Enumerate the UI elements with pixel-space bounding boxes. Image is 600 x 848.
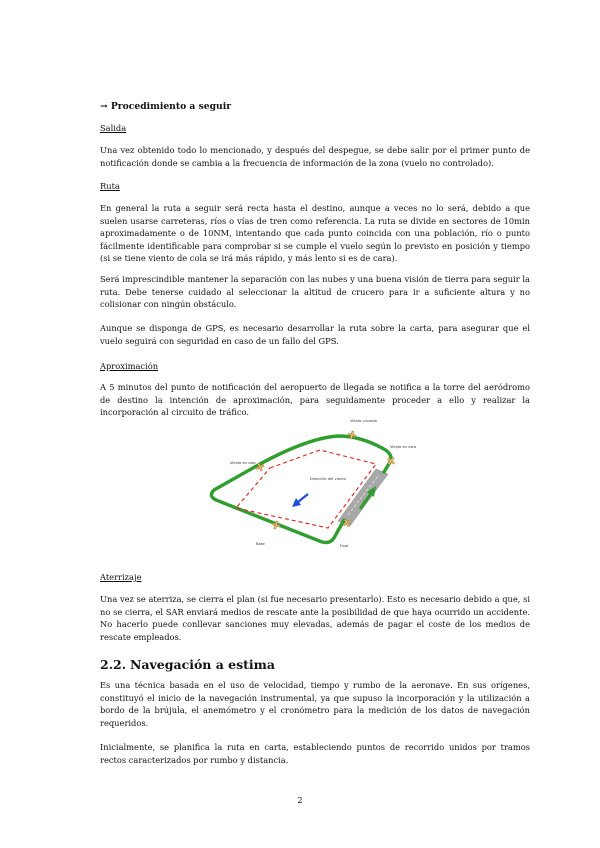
section-number: 2.2. (100, 657, 127, 672)
paragraph-ruta-3: Aunque se disponga de GPS, es necesario desarrollar la ruta sobre la carta, para asegurar que el vuelo seguirá con seguridad en caso de un fallo del GPS. (100, 323, 530, 346)
paragraph-aterrizaje: Una vez se aterriza, se cierra el plan (si fue necesario presentarlo). Esto es necesario debido a que, si no se cierra, el SAR enviará medios de rescate ante la posibilidad de que haya ocurrido un accidente. No hacerlo puede conllevar sanciones muy elevadas, además de pagar el coste de los medios de rescate empleados. (100, 594, 530, 642)
paragraph-salida: Una vez obtenido todo lo mencionado, y después del despegue, se debe salir por el primer punto de notificación donde se cambia a la frecuencia de información de la zona (vuelo no controlado). (100, 145, 530, 168)
paragraph-estima-2: Inicialmente, se planifica la ruta en carta, estableciendo puntos de recorrido unidos por tramos rectos caracterizados por rumbo y distancia. (100, 742, 530, 765)
subheading-aterrizaje: Aterrizaje (100, 572, 142, 582)
subheading-salida: Salida (100, 123, 127, 133)
paragraph-aproximacion: A 5 minutos del punto de notificación del aeropuerto de llegada se notifica a la torre del aeródromo de destino la intención de aproximación, para seguidamente proceder a ello y realizar la incorporación al circuito de tráfico. (100, 382, 530, 418)
section-title-text: Navegación a estima (130, 657, 276, 672)
label-viento-en-cara: Viento en cara (390, 445, 417, 449)
label-viento-en-cola: Viento en cola (230, 461, 256, 465)
subheading-aproximacion: Aproximación (100, 361, 159, 371)
wind-arrow-shaft (298, 494, 308, 502)
label-final: Final (340, 544, 349, 548)
label-direccion-viento: Dirección del viento (310, 477, 346, 481)
subheading-ruta: Ruta (100, 181, 120, 191)
paragraph-ruta-2: Será imprescindible mantener la separación con las nubes y una buena visión de tierra para seguir la ruta. Debe tenerse cuidado al seleccionar la altitud de crucero para ir a suficiente altura y no colisionar con ningún obstáculo. (100, 274, 530, 310)
label-base: Base (256, 542, 265, 546)
page-number: 2 (297, 795, 303, 805)
paragraph-estima-1: Es una técnica basada en el uso de velocidad, tiempo y rumbo de la aeronave. En sus orígenes, constituyó el inicio de la navegación instrumental, ya que supuso la incorporación y la utilización a bordo de la brújula, el anemómetro y el cronómetro para la medición de los datos de navegación requeridos. (100, 680, 530, 728)
section-2-2-title (100, 657, 275, 672)
paragraph-ruta-1: En general la ruta a seguir será recta hasta el destino, aunque a veces no lo será, debido a que suelen usarse carreteras, ríos o vías de tren como referencia. La ruta se divide en sectores de 10min aproximadamente o de 10NM, intentando que cada punto coincida con una población, río o punto fácilmente identificable para comprobar si se cumple el vuelo según lo previsto en posición y tiempo (si se tiene viento de cola se irá más rápido, y más lento si es de cara). (100, 203, 530, 264)
traffic-circuit-diagram (200, 416, 420, 556)
label-viento-cruzado: Viento cruzado (350, 419, 377, 423)
procedure-heading: → Procedimiento a seguir (100, 101, 232, 112)
